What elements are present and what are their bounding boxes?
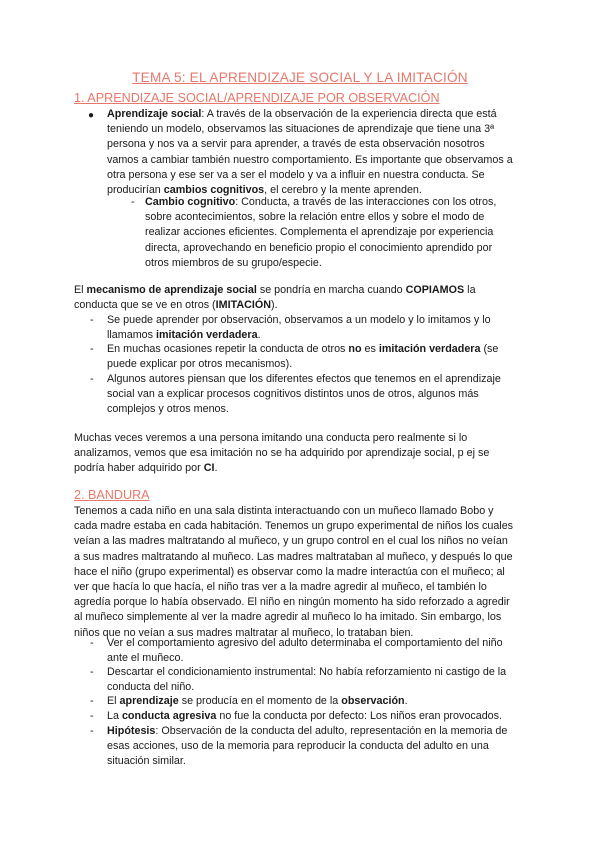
dash-icon: - xyxy=(90,695,94,707)
dash-icon: - xyxy=(90,637,94,649)
list-item: Hipótesis: Observación de la conducta del adulto, representación en la memoria de esas acciones, uso de la memoria para reproducir la conducta del adulto en una situación similar. xyxy=(107,725,508,768)
list-item: Algunos autores piensan que los diferentes efectos que tenemos en el aprendizaje social van a explicar procesos cognitivos distintos unos de otros, algunos más complejos y otros menos. xyxy=(107,373,501,416)
mecanismo-paragraph: El mecanismo de aprendizaje social se pondría en marcha cuando COPIAMOS la conducta que se ve en otros (IMITACIÓN). xyxy=(74,284,476,312)
dash-icon: - xyxy=(90,666,94,678)
bullet-icon: ● xyxy=(88,110,95,121)
imitation-paragraph: Muchas veces veremos a una persona imitando una conducta pero realmente si lo analizamos, vemos que esa imitación no se ha adquirido por aprendizaje social, p ej se podría haber adquirido por CI. xyxy=(74,432,490,475)
section-2-heading: 2. BANDURA xyxy=(74,488,150,502)
section-1-heading: 1. APRENDIZAJE SOCIAL/APRENDIZAJE POR OBSERVACIÓN xyxy=(74,91,440,105)
sub-bullet-cambio-cognitivo: Cambio cognitivo: Conducta, a través de las interacciones con los otros, sobre acontecimientos, sobre la relación entre ellos y sobre el modo de realizar acciones eficientes. Complementa el aprendizaje por experiencia directa, aprovechando en beneficio propio el conocimiento aprendido por otros miembros de su grupo/especie. xyxy=(145,196,497,269)
bandura-paragraph: Tenemos a cada niño en una sala distinta interactuando con un muñeco llamado Bobo y cada madre estaba en cada habitación. Tenemos un grupo experimental de niños los cuales veían a las madres maltratando al muñeco, y un grupo control en el cual los niños no veían a sus madres maltratando al muñeco. Las madres maltrataban al muñeco, y después lo que hace el niño (grupo experimental) es observar como la madre interactúa con el muñeco; al ver que hacía lo que hacía, el niño tras ver a la madre agredir al muñeco, el también lo agredía porque lo había observado. El niño en ningún momento ha sido reforzado a agredir al muñeco simplemente al ver la madre agredir al muñeco lo ha imitado. Sin embargo, los niños que no veían a sus madres maltratar al muñeco, lo trataban bien. xyxy=(74,505,514,639)
list-item: Descartar el condicionamiento instrumental: No había reforzamiento ni castigo de la conducta del niño. xyxy=(107,666,507,694)
dash-icon: - xyxy=(90,373,94,385)
dash-icon: - xyxy=(90,710,94,722)
dash-icon: - xyxy=(131,196,135,208)
list-item: Se puede aprender por observación, observamos a un modelo y lo imitamos y lo llamamos imitación verdadera. xyxy=(107,314,491,342)
list-item: La conducta agresiva no fue la conducta por defecto: Los niños eran provocados. xyxy=(107,710,503,722)
dash-icon: - xyxy=(90,725,94,737)
bullet-aprendizaje-social: Aprendizaje social: A través de la observación de la experiencia directa que está teniendo un modelo, observamos las situaciones de aprendizaje que tiene una 3ª persona y nos va a servir para aprender, a través de esta observación nosotros vamos a cambiar también nuestro comportamiento. Es importante que observamos a otra persona y ese ser va a ser el modelo y va a influir en nuestra conducta. Se producirían cambios cognitivos, el cerebro y la mente aprenden. xyxy=(107,108,513,197)
dash-icon: - xyxy=(90,343,94,355)
dash-icon: - xyxy=(90,314,94,326)
list-item: El aprendizaje se producía en el momento de la observación. xyxy=(107,695,408,707)
list-item: En muchas ocasiones repetir la conducta de otros no es imitación verdadera (se puede explicar por otros mecanismos). xyxy=(107,343,499,371)
list-item: Ver el comportamiento agresivo del adulto determinaba el comportamiento del niño ante el muñeco. xyxy=(107,637,503,665)
page-title: TEMA 5: EL APRENDIZAJE SOCIAL Y LA IMITACIÓN xyxy=(132,70,468,85)
